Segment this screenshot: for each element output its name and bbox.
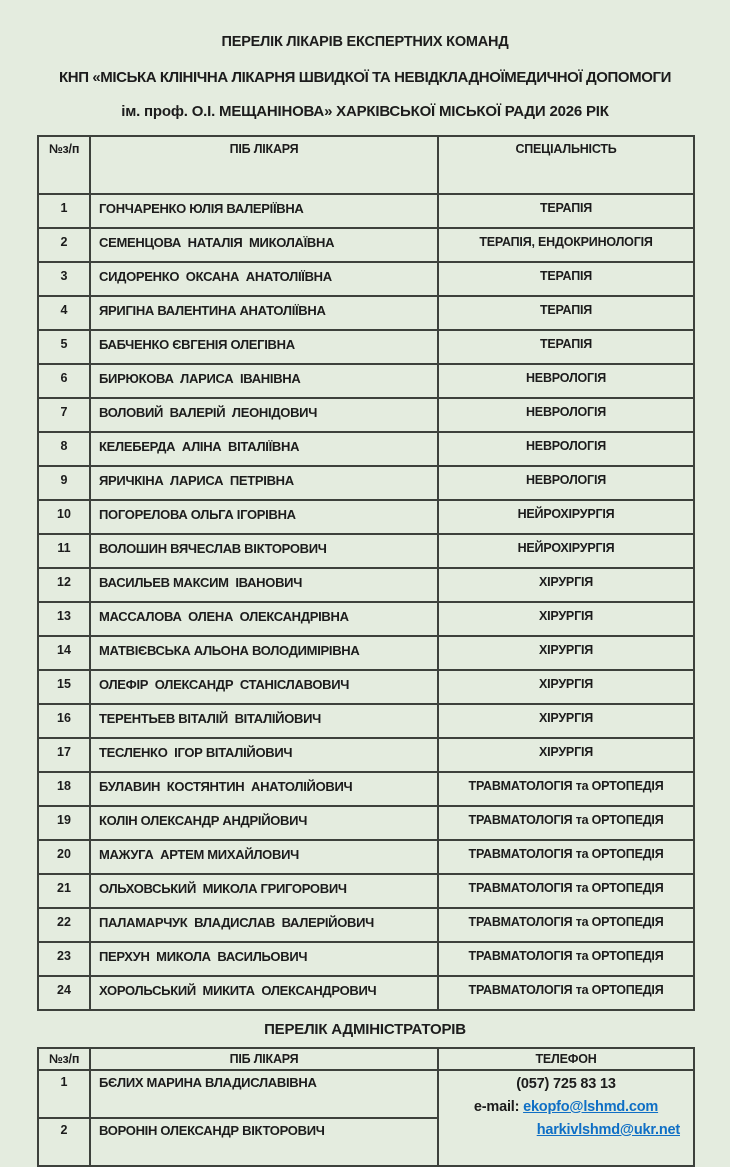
table-row [38, 568, 694, 602]
table-row [38, 976, 694, 1010]
doctor-name-cell: ГОНЧАРЕНКО ЮЛІЯ ВАЛЕРІЇВНА [90, 194, 438, 228]
table-row [38, 398, 694, 432]
table-row [38, 364, 694, 398]
specialty-cell: НЕВРОЛОГІЯ [438, 466, 694, 500]
admin-name-cell: ВОРОНІН ОЛЕКСАНДР ВІКТОРОВИЧ [90, 1118, 438, 1166]
row-number-cell: 15 [38, 670, 90, 704]
row-number-cell: 8 [38, 432, 90, 466]
row-number-cell: 13 [38, 602, 90, 636]
specialty-cell: ТРАВМАТОЛОГІЯ та ОРТОПЕДІЯ [438, 976, 694, 1010]
hospital-name-line: КНП «МІСЬКА КЛІНІЧНА ЛІКАРНЯ ШВИДКОЇ ТА НЕВІДКЛАДНОЇМЕДИЧНОЇ ДОПОМОГИ [59, 69, 671, 86]
row-number-cell: 1 [38, 1070, 90, 1118]
row-number-cell: 23 [38, 942, 90, 976]
email-line-2 [440, 1119, 692, 1142]
row-number-cell: 3 [38, 262, 90, 296]
email-link-2[interactable]: harkivlshmd@ukr.net [536, 1121, 680, 1138]
doctor-name-cell: МАТВІЄВСЬКА АЛЬОНА ВОЛОДИМІРІВНА [90, 636, 438, 670]
admins-section-title: ПЕРЕЛІК АДМІНІСТРАТОРІВ [264, 1021, 466, 1038]
doctor-name-cell: ХОРОЛЬСЬКИЙ МИКИТА ОЛЕКСАНДРОВИЧ [90, 976, 438, 1010]
row-number-cell: 12 [38, 568, 90, 602]
column-header-number: №з/п [38, 1048, 90, 1070]
doctor-name-cell: СИДОРЕНКО ОКСАНА АНАТОЛІЇВНА [90, 262, 438, 296]
doctors-table [37, 135, 695, 1011]
row-number-cell: 16 [38, 704, 90, 738]
document-header [0, 0, 730, 120]
specialty-cell: ТЕРАПІЯ [438, 296, 694, 330]
doctor-name-cell: ТЕРЕНТЬЕВ ВІТАЛІЙ ВІТАЛІЙОВИЧ [90, 704, 438, 738]
column-header-number: №з/п [38, 136, 90, 194]
table-row [38, 194, 694, 228]
column-header-phone: ТЕЛЕФОН [438, 1048, 694, 1070]
table-row [38, 704, 694, 738]
table-row [38, 466, 694, 500]
table-row [38, 636, 694, 670]
hospital-name-line-2: ім. проф. О.І. МЕЩАНІНОВА» ХАРКІВСЬКОЇ МІСЬКОЇ РАДИ 2026 РІК [121, 103, 609, 120]
column-header-admin-name: ПІБ ЛІКАРЯ [90, 1048, 438, 1070]
contact-info-cell [438, 1070, 694, 1166]
specialty-cell: НЕЙРОХІРУРГІЯ [438, 534, 694, 568]
specialty-cell: ТРАВМАТОЛОГІЯ та ОРТОПЕДІЯ [438, 772, 694, 806]
specialty-cell: ТЕРАПІЯ [438, 262, 694, 296]
doctor-name-cell: ВОЛОВИЙ ВАЛЕРІЙ ЛЕОНІДОВИЧ [90, 398, 438, 432]
email-line-1 [440, 1096, 692, 1119]
table-row [38, 1070, 694, 1118]
specialty-cell: ХІРУРГІЯ [438, 738, 694, 772]
table-row [38, 262, 694, 296]
specialty-cell: НЕВРОЛОГІЯ [438, 432, 694, 466]
table-row [38, 772, 694, 806]
specialty-cell: ХІРУРГІЯ [438, 568, 694, 602]
doctor-name-cell: МАССАЛОВА ОЛЕНА ОЛЕКСАНДРІВНА [90, 602, 438, 636]
doctor-name-cell: ПАЛАМАРЧУК ВЛАДИСЛАВ ВАЛЕРІЙОВИЧ [90, 908, 438, 942]
row-number-cell: 18 [38, 772, 90, 806]
specialty-cell: ТРАВМАТОЛОГІЯ та ОРТОПЕДІЯ [438, 942, 694, 976]
page-title: ПЕРЕЛІК ЛІКАРІВ ЕКСПЕРТНИХ КОМАНД [221, 34, 509, 50]
table-row [38, 296, 694, 330]
doctor-name-cell: ПЕРХУН МИКОЛА ВАСИЛЬОВИЧ [90, 942, 438, 976]
specialty-cell: ТРАВМАТОЛОГІЯ та ОРТОПЕДІЯ [438, 806, 694, 840]
table-row [38, 500, 694, 534]
doctor-name-cell: ВОЛОШИН ВЯЧЕСЛАВ ВІКТОРОВИЧ [90, 534, 438, 568]
doctor-name-cell: ОЛЕФІР ОЛЕКСАНДР СТАНІСЛАВОВИЧ [90, 670, 438, 704]
row-number-cell: 9 [38, 466, 90, 500]
row-number-cell: 11 [38, 534, 90, 568]
table-row [38, 432, 694, 466]
row-number-cell: 14 [38, 636, 90, 670]
table-row [38, 806, 694, 840]
row-number-cell: 22 [38, 908, 90, 942]
doctor-name-cell: МАЖУГА АРТЕМ МИХАЙЛОВИЧ [90, 840, 438, 874]
table-row [38, 738, 694, 772]
doctor-name-cell: ВАСИЛЬЕВ МАКСИМ ІВАНОВИЧ [90, 568, 438, 602]
table-row [38, 908, 694, 942]
specialty-cell: ТРАВМАТОЛОГІЯ та ОРТОПЕДІЯ [438, 874, 694, 908]
row-number-cell: 24 [38, 976, 90, 1010]
table-row [38, 874, 694, 908]
row-number-cell: 10 [38, 500, 90, 534]
email-link-1[interactable]: ekopfo@lshmd.com [523, 1098, 659, 1115]
phone-number: (057) 725 83 13 [516, 1076, 616, 1092]
row-number-cell: 2 [38, 1118, 90, 1166]
specialty-cell: ХІРУРГІЯ [438, 636, 694, 670]
doctor-name-cell: БИРЮКОВА ЛАРИСА ІВАНІВНА [90, 364, 438, 398]
admins-table [37, 1047, 695, 1167]
admins-table-header-row [38, 1048, 694, 1070]
table-row [38, 330, 694, 364]
row-number-cell: 6 [38, 364, 90, 398]
row-number-cell: 1 [38, 194, 90, 228]
specialty-cell: НЕВРОЛОГІЯ [438, 398, 694, 432]
specialty-cell: ТРАВМАТОЛОГІЯ та ОРТОПЕДІЯ [438, 840, 694, 874]
specialty-cell: ХІРУРГІЯ [438, 670, 694, 704]
row-number-cell: 4 [38, 296, 90, 330]
row-number-cell: 5 [38, 330, 90, 364]
doctor-name-cell: ЯРИЧКІНА ЛАРИСА ПЕТРІВНА [90, 466, 438, 500]
row-number-cell: 2 [38, 228, 90, 262]
specialty-cell: ТЕРАПІЯ [438, 330, 694, 364]
table-row [38, 534, 694, 568]
specialty-cell: ТЕРАПІЯ, ЕНДОКРИНОЛОГІЯ [438, 228, 694, 262]
specialty-cell: НЕЙРОХІРУРГІЯ [438, 500, 694, 534]
doctor-name-cell: СЕМЕНЦОВА НАТАЛІЯ МИКОЛАЇВНА [90, 228, 438, 262]
column-header-doctor-name: ПІБ ЛІКАРЯ [90, 136, 438, 194]
row-number-cell: 21 [38, 874, 90, 908]
specialty-cell: ХІРУРГІЯ [438, 602, 694, 636]
admin-name-cell: БЄЛИХ МАРИНА ВЛАДИСЛАВІВНА [90, 1070, 438, 1118]
table-row [38, 942, 694, 976]
specialty-cell: ТРАВМАТОЛОГІЯ та ОРТОПЕДІЯ [438, 908, 694, 942]
doctor-name-cell: КОЛІН ОЛЕКСАНДР АНДРІЙОВИЧ [90, 806, 438, 840]
email-label: e-mail: [473, 1098, 524, 1115]
row-number-cell: 17 [38, 738, 90, 772]
row-number-cell: 19 [38, 806, 90, 840]
doctor-name-cell: ТЕСЛЕНКО ІГОР ВІТАЛІЙОВИЧ [90, 738, 438, 772]
doctor-name-cell: КЕЛЕБЕРДА АЛІНА ВІТАЛІЇВНА [90, 432, 438, 466]
doctor-name-cell: БУЛАВИН КОСТЯНТИН АНАТОЛІЙОВИЧ [90, 772, 438, 806]
table-row [38, 670, 694, 704]
doctor-name-cell: ЯРИГІНА ВАЛЕНТИНА АНАТОЛІЇВНА [90, 296, 438, 330]
table-row [38, 840, 694, 874]
specialty-cell: ТЕРАПІЯ [438, 194, 694, 228]
doctor-name-cell: ПОГОРЕЛОВА ОЛЬГА ІГОРІВНА [90, 500, 438, 534]
row-number-cell: 20 [38, 840, 90, 874]
specialty-cell: НЕВРОЛОГІЯ [438, 364, 694, 398]
doctor-name-cell: БАБЧЕНКО ЄВГЕНІЯ ОЛЕГІВНА [90, 330, 438, 364]
column-header-specialty: СПЕЦІАЛЬНІСТЬ [438, 136, 694, 194]
table-row [38, 602, 694, 636]
doctors-table-header-row [38, 136, 694, 194]
specialty-cell: ХІРУРГІЯ [438, 704, 694, 738]
doctor-name-cell: ОЛЬХОВСЬКИЙ МИКОЛА ГРИГОРОВИЧ [90, 874, 438, 908]
row-number-cell: 7 [38, 398, 90, 432]
table-row [38, 228, 694, 262]
